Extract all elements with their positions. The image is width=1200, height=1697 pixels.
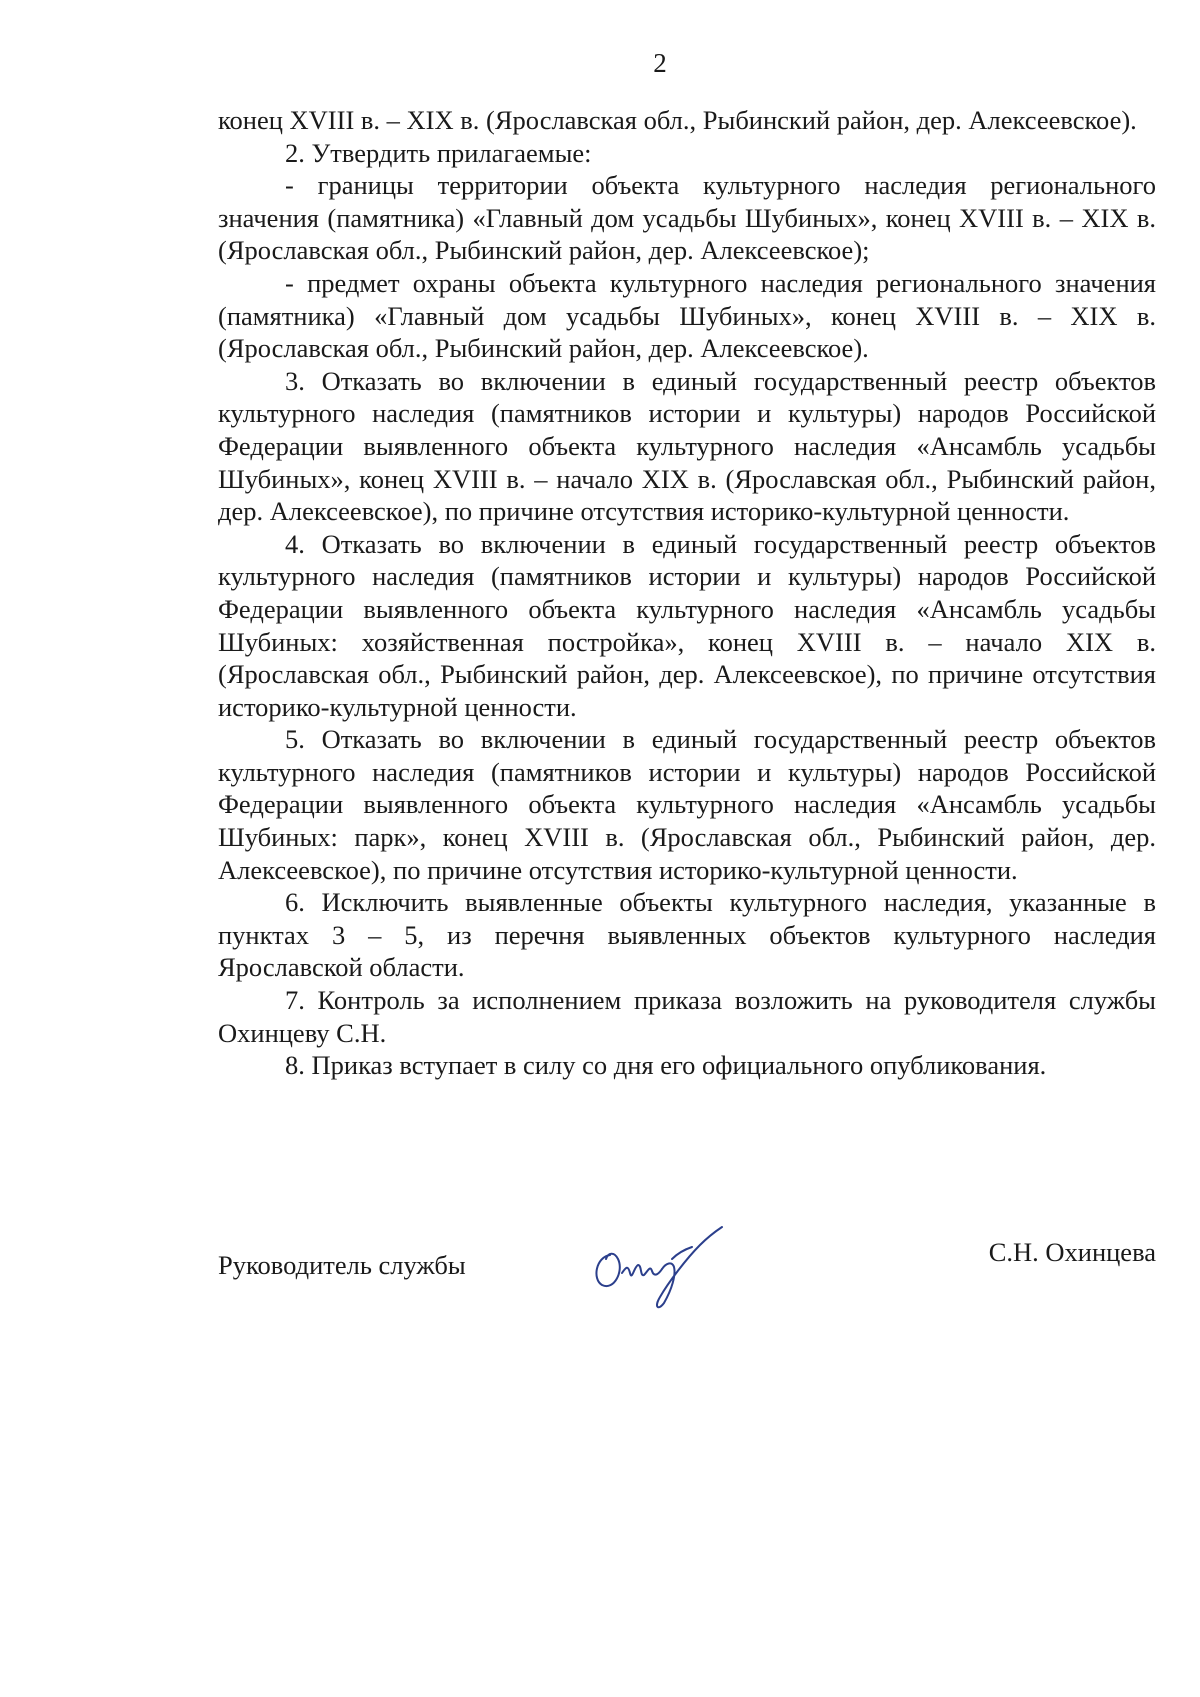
document-body xyxy=(218,104,1156,1082)
paragraph-item-2: 2. Утвердить прилагаемые: xyxy=(285,137,592,168)
signatory-role: Руководитель службы xyxy=(218,1250,466,1280)
signatory-name: С.Н. Охинцева xyxy=(988,1237,1156,1267)
paragraph-item-6: 6. Исключить выявленные объекты культурного наследия, указанные в пунктах 3 – 5, из перечня выявленных объектов культурного наследия Ярославской области. xyxy=(218,887,1156,983)
paragraph-item-2-protection-subject: - предмет охраны объекта культурного наследия регионального значения (памятника) «Главный дом усадьбы Шубиных», конец XVIII в. – XIX в. (Ярославская обл., Рыбинский район, дер. Алексеевское). xyxy=(218,267,1156,364)
handwritten-signature xyxy=(588,1215,733,1310)
paragraph-item-8: 8. Приказ вступает в силу со дня его официального опубликования. xyxy=(285,1050,1047,1081)
paragraph-continuation: конец XVIII в. – XIX в. (Ярославская обл., Рыбинский район, дер. Алексеевское). xyxy=(218,105,1137,135)
paragraph-item-3: 3. Отказать во включении в единый государственный реестр объектов культурного наследия (памятников истории и культуры) народов Российской Федерации выявленного объекта культурного наследия «Ансамбль усадьбы Шубиных», конец XVIII в. – начало XIX в. (Ярославская обл., Рыбинский район, дер. Алексеевское), по причине отсутствия историко-культурной ценности. xyxy=(218,365,1156,527)
signature-block xyxy=(218,1215,1156,1305)
paragraph-item-4: 4. Отказать во включении в единый государственный реестр объектов культурного наследия (памятников истории и культуры) народов Российской Федерации выявленного объекта культурного наследия «Ансамбль усадьбы Шубиных: хозяйственная постройка», конец XVIII в. – начало XIX в. (Ярославская обл., Рыбинский район, дер. Алексеевское), по причине отсутствия историко-культурной ценности. xyxy=(218,528,1156,722)
page-number: 2 xyxy=(653,48,667,78)
paragraph-item-7: 7. Контроль за исполнением приказа возложить на руководителя службы Охинцеву С.Н. xyxy=(218,985,1156,1048)
paragraph-item-2-boundaries: - границы территории объекта культурного наследия регионального значения (памятника) «Главный дом усадьбы Шубиных», конец XVIII в. – XIX в. (Ярославская обл., Рыбинский район, дер. Алексеевское); xyxy=(218,170,1156,266)
paragraph-item-5: 5. Отказать во включении в единый государственный реестр объектов культурного наследия (памятников истории и культуры) народов Российской Федерации выявленного объекта культурного наследия «Ансамбль усадьбы Шубиных: парк», конец XVIII в. (Ярославская обл., Рыбинский район, дер. Алексеевское), по причине отсутствия историко-культурной ценности. xyxy=(218,724,1156,885)
